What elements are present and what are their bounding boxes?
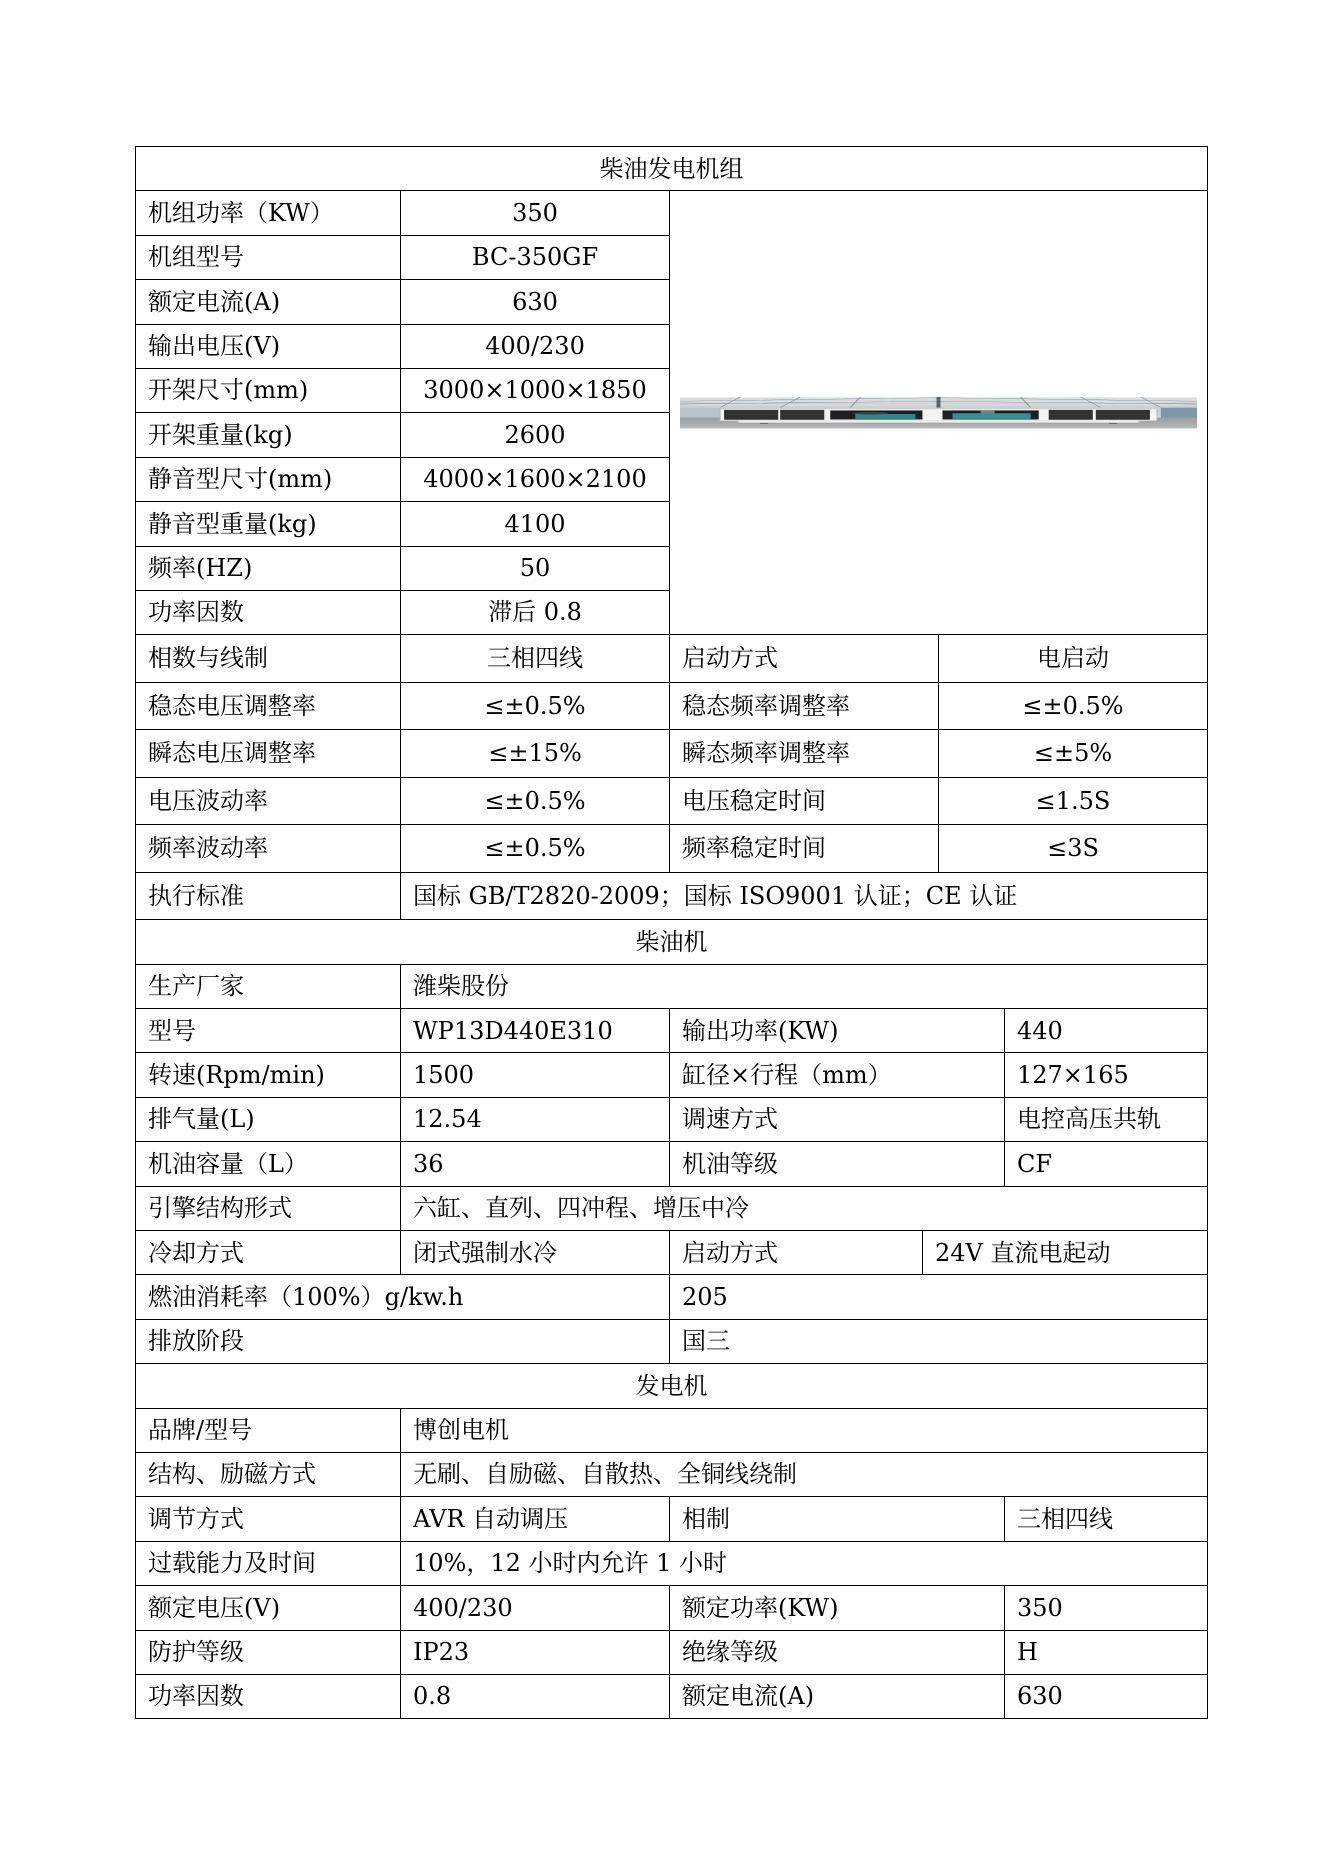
start-method-value: 24V 直流电起动: [923, 1231, 1208, 1275]
regulation-label: 调节方式: [136, 1497, 401, 1541]
pair-value-right: ≤1.5S: [939, 777, 1208, 825]
genset-photo: [670, 191, 1208, 635]
emission-value: 国三: [670, 1319, 1208, 1363]
phase-label: 相制: [670, 1497, 1005, 1541]
alternator-row: [136, 1586, 1208, 1630]
engine-label-right: 缸径×行程（mm）: [670, 1053, 1005, 1097]
regulation-row: [136, 1497, 1208, 1541]
engine-label-right: 机油等级: [670, 1142, 1005, 1186]
engine-structure-value: 六缸、直列、四冲程、增压中冷: [401, 1186, 1208, 1230]
pair-label-left: 频率波动率: [136, 825, 401, 873]
spec-label: 开架尺寸(mm): [136, 368, 401, 412]
alt-label-left: 额定电压(V): [136, 1586, 401, 1630]
pair-value-right: 电启动: [939, 635, 1208, 683]
pair-value-right: ≤±5%: [939, 730, 1208, 778]
overload-label: 过载能力及时间: [136, 1541, 401, 1585]
alt-label-left: 防护等级: [136, 1630, 401, 1674]
spec-label: 机组功率（KW）: [136, 191, 401, 235]
pair-value-left: 三相四线: [401, 635, 670, 683]
alt-label-left: 功率因数: [136, 1674, 401, 1718]
cooling-row: [136, 1231, 1208, 1275]
genset-title: 柴油发电机组: [136, 147, 1208, 191]
engine-structure-label: 引擎结构形式: [136, 1186, 401, 1230]
engine-title: 柴油机: [136, 920, 1208, 964]
pair-label-right: 稳态频率调整率: [670, 682, 939, 730]
cooling-table: [135, 1230, 1208, 1275]
alt-value-right: H: [1005, 1630, 1208, 1674]
pair-value-left: ≤±0.5%: [401, 682, 670, 730]
alternator-row: [136, 1630, 1208, 1674]
spec-label: 输出电压(V): [136, 324, 401, 368]
alt-value-right: 630: [1005, 1674, 1208, 1718]
spec-value: 2600: [401, 413, 670, 457]
overload-value: 10%，12 小时内允许 1 小时: [401, 1541, 1208, 1585]
engine-label-right: 调速方式: [670, 1097, 1005, 1141]
engine-label-left: 型号: [136, 1009, 401, 1053]
emission-row: [136, 1319, 1208, 1363]
engine-row: [136, 1142, 1208, 1186]
fuel-row: [136, 1275, 1208, 1319]
pair-label-left: 稳态电压调整率: [136, 682, 401, 730]
spec-value: 400/230: [401, 324, 670, 368]
engine-value-right: CF: [1005, 1142, 1208, 1186]
engine-value-left: 12.54: [401, 1097, 670, 1141]
overload-row: [136, 1541, 1208, 1585]
engine-value-left: 1500: [401, 1053, 670, 1097]
pair-label-right: 电压稳定时间: [670, 777, 939, 825]
alt-value-right: 350: [1005, 1586, 1208, 1630]
pair-label-left: 相数与线制: [136, 635, 401, 683]
spec-value: 滞后 0.8: [401, 590, 670, 634]
standard-label: 执行标准: [136, 872, 401, 920]
spec-value: 350: [401, 191, 670, 235]
spec-label: 额定电流(A): [136, 280, 401, 324]
pair-value-left: ≤±0.5%: [401, 777, 670, 825]
engine-row: [136, 1097, 1208, 1141]
spec-label: 开架重量(kg): [136, 413, 401, 457]
fuel-label: 燃油消耗率（100%）g/kw.h: [136, 1275, 670, 1319]
engine-value-left: WP13D440E310: [401, 1009, 670, 1053]
manufacturer-label: 生产厂家: [136, 964, 401, 1008]
engine-row: [136, 1009, 1208, 1053]
engine-table: [135, 919, 1208, 1231]
fuel-value: 205: [670, 1275, 1208, 1319]
engine-structure-row: [136, 1186, 1208, 1230]
alt-value-left: IP23: [401, 1630, 670, 1674]
standard-value: 国标 GB/T2820-2009；国标 ISO9001 认证；CE 认证: [401, 872, 1208, 920]
excitation-value: 无刷、自励磁、自散热、全铜线绕制: [401, 1452, 1208, 1496]
spec-value: 3000×1000×1850: [401, 368, 670, 412]
engine-value-left: 36: [401, 1142, 670, 1186]
spec-label: 静音型重量(kg): [136, 502, 401, 546]
spec-pair-row: [136, 777, 1208, 825]
standard-row: [136, 872, 1208, 920]
spec-pair-row: [136, 635, 1208, 683]
alt-label-right: 绝缘等级: [670, 1630, 1005, 1674]
brand-row: [136, 1408, 1208, 1452]
alt-label-right: 额定电流(A): [670, 1674, 1005, 1718]
fuel-table: [135, 1274, 1208, 1364]
emission-label: 排放阶段: [136, 1319, 670, 1363]
excitation-label: 结构、励磁方式: [136, 1452, 401, 1496]
spec-value: 4100: [401, 502, 670, 546]
pair-value-left: ≤±0.5%: [401, 825, 670, 873]
engine-label-left: 机油容量（L）: [136, 1142, 401, 1186]
spec-value: 630: [401, 280, 670, 324]
spec-pair-row: [136, 825, 1208, 873]
pair-value-right: ≤±0.5%: [939, 682, 1208, 730]
pair-label-left: 电压波动率: [136, 777, 401, 825]
spec-pair-row: [136, 682, 1208, 730]
manufacturer-row: [136, 964, 1208, 1008]
brand-value: 博创电机: [401, 1408, 1208, 1452]
engine-value-right: 440: [1005, 1009, 1208, 1053]
brand-label: 品牌/型号: [136, 1408, 401, 1452]
phase-value: 三相四线: [1005, 1497, 1208, 1541]
start-method-label: 启动方式: [670, 1231, 923, 1275]
spec-sheet: [135, 146, 1207, 1719]
cooling-label: 冷却方式: [136, 1231, 401, 1275]
genset-table: [135, 146, 1208, 920]
alt-value-left: 0.8: [401, 1674, 670, 1718]
alternator-row: [136, 1674, 1208, 1718]
pair-label-right: 瞬态频率调整率: [670, 730, 939, 778]
engine-label-right: 输出功率(KW): [670, 1009, 1005, 1053]
manufacturer-value: 潍柴股份: [401, 964, 1208, 1008]
engine-label-left: 转速(Rpm/min): [136, 1053, 401, 1097]
pair-label-right: 启动方式: [670, 635, 939, 683]
spec-pair-row: [136, 730, 1208, 778]
spec-value: 50: [401, 546, 670, 590]
generator-photo-image: [680, 397, 1197, 428]
pair-value-left: ≤±15%: [401, 730, 670, 778]
spec-label: 频率(HZ): [136, 546, 401, 590]
alt-value-left: 400/230: [401, 1586, 670, 1630]
engine-value-right: 电控高压共轨: [1005, 1097, 1208, 1141]
spec-value: 4000×1600×2100: [401, 457, 670, 501]
spec-label: 静音型尺寸(mm): [136, 457, 401, 501]
regulation-value: AVR 自动调压: [401, 1497, 670, 1541]
cooling-value: 闭式强制水冷: [401, 1231, 670, 1275]
excitation-row: [136, 1452, 1208, 1496]
spec-value: BC-350GF: [401, 235, 670, 279]
spec-label: 功率因数: [136, 590, 401, 634]
spec-label: 机组型号: [136, 235, 401, 279]
engine-row: [136, 1053, 1208, 1097]
alternator-title: 发电机: [136, 1364, 1208, 1408]
alternator-table: [135, 1363, 1208, 1719]
alt-label-right: 额定功率(KW): [670, 1586, 1005, 1630]
engine-value-right: 127×165: [1005, 1053, 1208, 1097]
pair-label-left: 瞬态电压调整率: [136, 730, 401, 778]
engine-label-left: 排气量(L): [136, 1097, 401, 1141]
pair-label-right: 频率稳定时间: [670, 825, 939, 873]
spec-row: [136, 191, 1208, 235]
pair-value-right: ≤3S: [939, 825, 1208, 873]
